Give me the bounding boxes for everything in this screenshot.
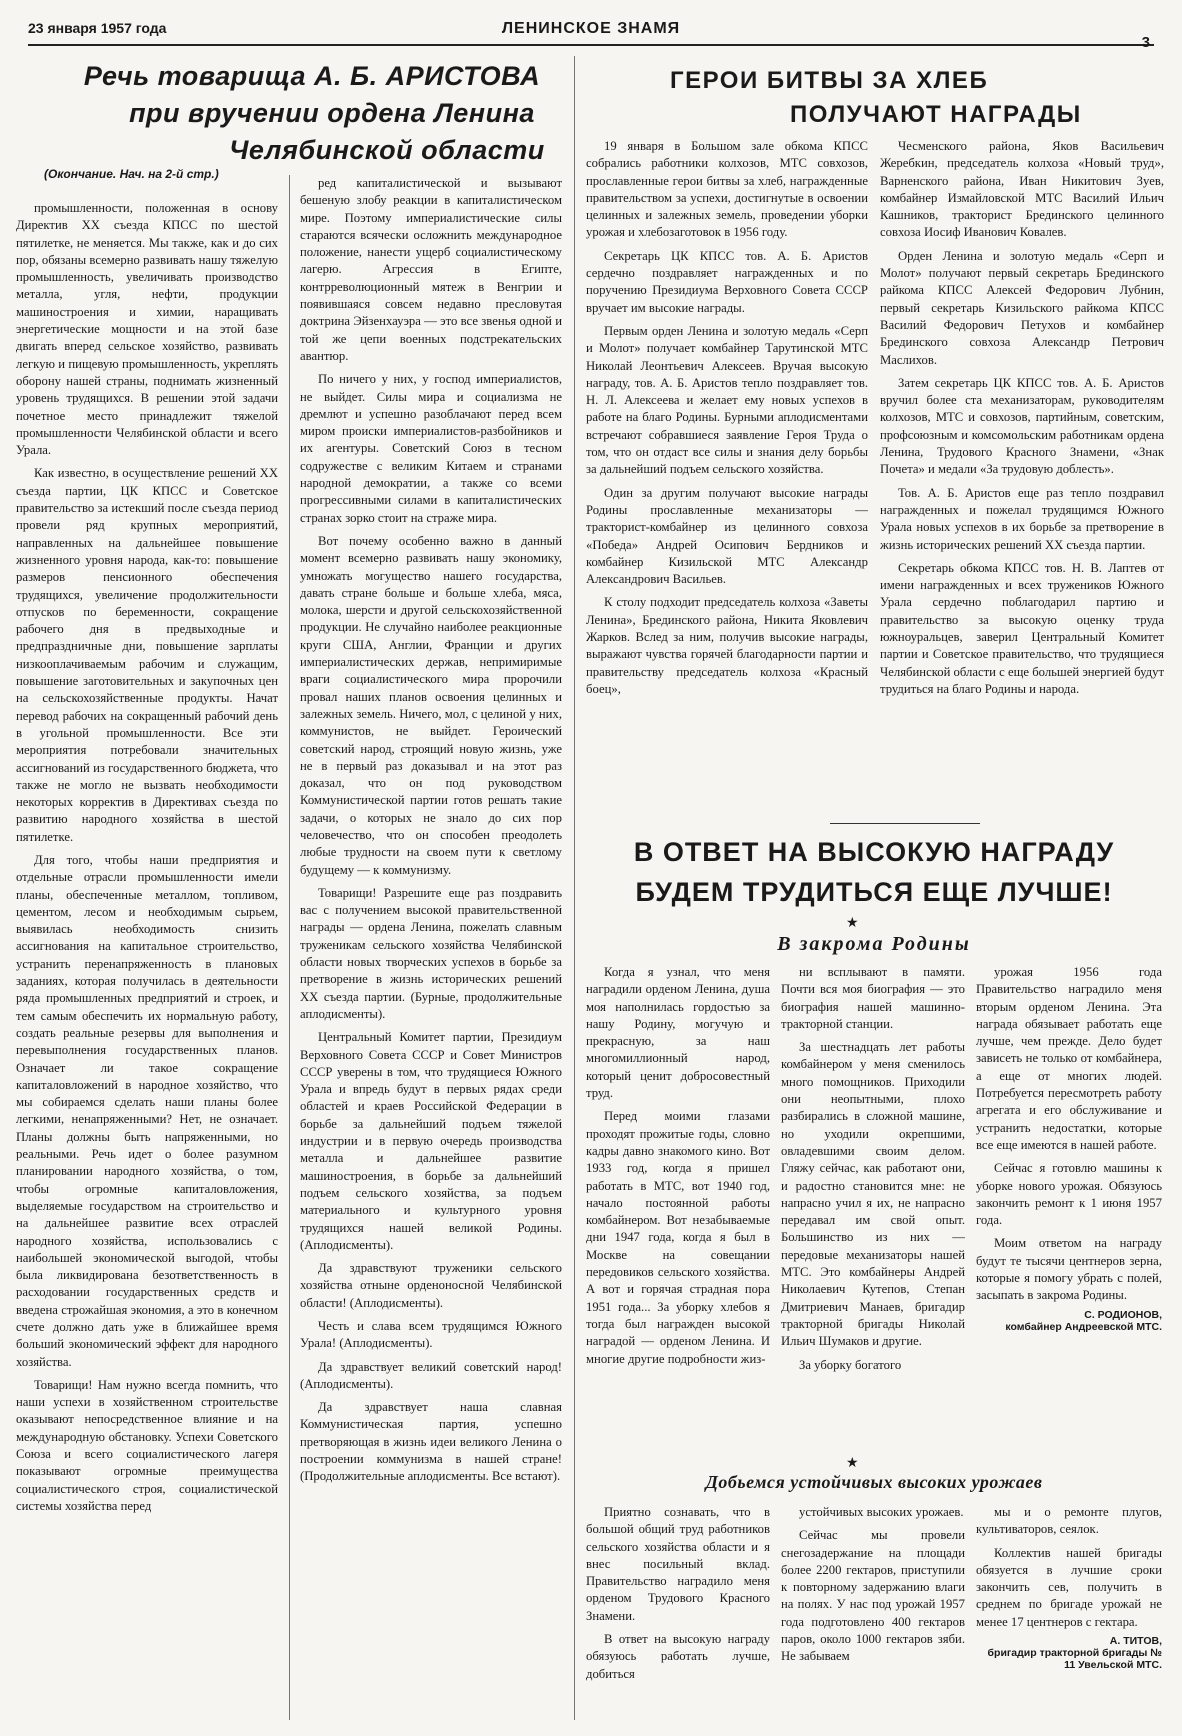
reply-title-line: БУДЕМ ТРУДИТЬСЯ ЕЩЕ ЛУЧШЕ! [635,877,1113,907]
page-number: 3 [1141,34,1150,51]
speech-title [52,58,572,169]
signature-name: С. РОДИОНОВ, [1084,1308,1162,1321]
signature-role: комбайнер Андреевской МТС. [1005,1320,1162,1333]
paragraph: К столу подходит председатель колхоза «Заветы Ленина», Брединского района, Никита Яковлевич Жарков. Вслед за ним, получив высокие награды, выражают чувства горячей благодарности партии и правительству председатель колхоза «Красный боец», [586,595,868,696]
paragraph: За шестнадцать лет работы комбайнером у меня сменилось много помощников. Приходили они неопытными, плохо разбирались в сложной машине, но уходили окрепшими, овладевшими своим делом. Гляжу сейчас, как работают они, и радостно становится мне: не напрасно учил я их, не напрасно передавал им свой опыт. Большинство из них — передовые механизаторы нашей МТС. Это комбайнеры Андрей Николаевич Кутепов, Степан Дмитриевич Манаев, бригадир тракторной бригады Николай Ильич Шумаков и другие. [781,1040,965,1349]
speech-title-line: Челябинской области [229,135,545,165]
paragraph: Вот почему особенно важно в данный момент всемерно развивать нашу экономику, умножать могущество нашего государства, давать стране больше и больше хлеба, мяса, молока, шерсти и другой сельскохозяйственной продукции. Не случайно наиболее реакционные круги США, Англии, Франции и других империалистических держав, непримиримые враги социалистического мира пророчили провал наших планов освоения целинных и залежных земель. Ничего, мол, с целиной у них, коммунистов, не выйдет. Героический советский народ, строящий новую жизнь, уже не в первый раз доказывал и на этот раз доказал, что он под руководством Коммунистической партии готов решать такие задачи, о которых не знало до сих пор человечество, что он способен преодолеть любые трудности на своем пути к светлому будущему — к коммунизму. [300,533,562,877]
speech-column-2 [300,175,562,1720]
speech-title-line: при вручении ордена Ленина [129,98,535,128]
article2-title: Добьемся устойчивых высоких урожаев [705,1472,1043,1492]
signature-name: А. ТИТОВ, [1109,1635,1162,1648]
paragraph: Да здравствует великий советский народ! (Аплодисменты). [300,1359,562,1391]
heroes-title-line: ГЕРОИ БИТВЫ ЗА ХЛЕБ [670,67,989,94]
paragraph: ни всплывают в памяти. Почти вся моя биография — это биография нашей машинно-тракторной станции. [781,965,965,1031]
speech-column-1 [16,200,278,1720]
paragraph: Честь и слава всем трудящимся Южного Урала! (Аплодисменты). [300,1319,562,1351]
paragraph: Сейчас мы провели снегозадержание на площади более 2200 гектаров, приступили к повторному задержанию влаги на полях. У нас под урожай 1957 года подготовлено 400 гектаров паров, около 1000 гектаров зяби. Не забываем [781,1528,965,1664]
reply-title [586,832,1162,912]
heroes-title [670,64,1150,132]
article1-column-3 [976,964,1162,1454]
section-rule [830,823,980,824]
continuation-note: (Окончание. Нач. на 2-й стр.) [44,167,219,181]
paragraph: Как известно, в осуществление решений XX съезда партии, ЦК КПСС и Советское правительство за истекший после съезда период провели ряд крупных мероприятий, направленных на дальнейшее повышение жизненного уровня народа, как-то: повышение размеров пенсионного обеспечения трудящихся, увеличение продолжительности отпусков по беременности, сокращение рабочего дня в предвыходные и предпраздничные дни, повышение зарплаты низкооплачиваемым рабочим и служащим, повышение заготовительных и закупочных цен на сельскохозяйственные продукты. Начат перевод рабочих на сокращенный рабочий день в угольной промышленности. Все эти мероприятия потребовали значительных ассигнований из государственного бюджета, что также не могло не вызвать необходимости некоторых корректив в Директивах съезда по развитию народного хозяйства в шестой пятилетке. [16,466,278,844]
paragraph: Сейчас я готовлю машины к уборке нового урожая. Обязуюсь закончить ремонт к 1 июня 1957 года. [976,1161,1162,1228]
paragraph: 19 января в Большом зале обкома КПСС собрались работники колхозов, МТС совхозов, прославленные герои битвы за хлеб, награжденные правительством за успехи, достигнутые в освоении целинных и залежных земель, проведении уборки урожая и хлебозаготовок в 1956 году. [586,139,868,240]
article1-column-2 [781,964,965,1454]
paragraph: Да здравствуют труженики сельского хозяйства отныне орденоносной Челябинской области! (Аплодисменты). [300,1261,562,1310]
paragraph: Товарищи! Разрешите еще раз поздравить вас с получением высокой правительственной награды — ордена Ленина, пожелать славным труженикам сельского хозяйства Челябинской области новых творческих успехов в борьбе за претворение в жизнь исторических решений XX съезда партии. (Бурные, продолжительные аплодисменты). [300,885,562,1021]
paragraph: По ничего у них, у господ империалистов, не выйдет. Силы мира и социализма не дремлют и успешно разоблачают перед всем миром происки империалистов-разбойников и их агентуры. Советский Союз в тесном содружестве с великим Китаем и странами народной демократии, а также со всеми прогрессивными силами в капиталистических странах зорко стоит на страже мира. [300,372,562,525]
speech-title-line: Речь товарища А. Б. АРИСТОВА [83,61,541,91]
paragraph: Орден Ленина и золотую медаль «Серп и Молот» получают первый секретарь Брединского райкома КПСС Алексей Федорович Лубнин, первый секретарь Кизильского райкома КПСС Василий Федорович Петухов и комбайнер Брединского совхоза Александр Петрович Маслихов. [880,248,1164,367]
paragraph: Когда я узнал, что меня наградили орденом Ленина, душа моя наполнилась гордостью за нашу Родину, могучую и прекрасную, за наш многомиллионный народ, который ценит добросовестный труд. [586,965,770,1101]
paragraph: мы и о ремонте плугов, культиваторов, сеялок. [976,1505,1162,1537]
paragraph: промышленности, положенная в основу Директив XX съезда КПСС по шестой пятилетке, не меняется. Мы также, как и до сих пор, обязаны всемерно развивать нашу тяжелую промышленность, увеличивать производство металла, угля, нефти, продукции машиностроения и химии, наращивать энергетические мощности и на этой базе двигать вперед сельское хозяйство, развивать легкую и пищевую промышленность, укреплять оборону нашей страны, поднимать жизненный уровень трудящихся. В решении этой задачи почетное место принадлежит тяжелой промышленности Челябинской области и всего Урала. [16,201,278,458]
paragraph: Первым орден Ленина и золотую медаль «Серп и Молот» получает комбайнер Тарутинской МТС Николай Леонтьевич Алексеев. Вручая высокую награду, тов. А. Б. Аристов тепло поздравляет тов. Н. Л. Алексеева и желает ему новых успехов в работе на благо Родины. Бурными аплодисментами встречают собравшиеся заявление Героя Труда о том, что он отдаст все силы и знания делу борьбы за дальнейший подъем сельского хозяйства. [586,323,868,477]
paragraph: В ответ на высокую награду обязуюсь работать лучше, добиться [586,1632,770,1681]
paragraph: Чесменского района, Яков Васильевич Жеребкин, председатель колхоза «Новый труд», Варненского района, Иван Никитович Зуев, комбайнер Измайловской МТС Василий Ильич Кашников, тракторист Брединского целинного совхоза Иосиф Иванович Ковалев. [880,139,1164,240]
paragraph: За уборку богатого [799,1357,902,1372]
section-divider [574,56,575,1720]
paragraph: ред капиталистической и вызывают бешеную злобу реакции в капиталистическом мире. Поэтому империалистические силы стараются всячески осложнить международное положение, нанести ущерб социалистическому лагерю. Агрессия в Египте, контрреволюционный мятеж в Венгрии и появившаяся совсем недавно пресловутая доктрина Эйзенхауэра — это все звенья одной и той же цепи военных подстрекательских авантюр. [300,176,562,363]
issue-date: 23 января 1957 года [28,20,167,36]
heroes-column-2 [880,138,1164,812]
article2-column-3 [976,1504,1162,1720]
reply-title-line: В ОТВЕТ НА ВЫСОКУЮ НАГРАДУ [633,837,1115,867]
paragraph: Для того, чтобы наши предприятия и отдельные отрасли промышленности имели планы, обеспеченные металлом, топливом, цементом, лесом и необходимым сырьем, выявилась необходимость снизить ассигнования на капитальное строительство, устранить перенапряженность в плановых заданиях, которая получилась в деятельности ряда промышленных предприятий и строек, и тем самым обеспечить их нормальную работу, создать реальные резервы для выполнения и перевыполнения государственных планов. Означает ли такое сокращение капиталовложений в народное хозяйство, что мы собираемся сделать наши планы более легкими, ненапряженными? Нет, не означает. Планы должны быть напряженными, но реальными. Речь идет о более разумном планировании народного хозяйства, о том, чтобы огромные капиталовложения, выделяемые государством на строительство и на дальнейшее развитие всех отраслей народного хозяйства, использовались с наибольшей экономической выгодой, чтобы была ликвидирована безответственность в расходовании государственных средств и введена строжайшая экономия, а это в конечном счете должно дать уже в ближайшее время больший экономический эффект для народного хозяйства. [16,852,278,1369]
column-divider [289,175,290,1720]
paragraph: Секретарь обкома КПСС тов. Н. В. Лаптев от имени награжденных и всех тружеников Южного Урала сердечно поблагодарил партию и правительство за высокую оценку труда южноуральцев, заверил Центральный Комитет партии и Советское правительство, что трудящиеся Челябинской области с еще большей энергией будут трудиться на благо Родины и народа. [880,560,1164,696]
article2-column-1 [586,1504,770,1720]
paragraph: Тов. А. Б. Аристов еще раз тепло поздравил награжденных и пожелал трудящимся Южного Урала новых успехов в их борьбе за претворение в жизнь исторических решений XX съезда партии. [880,485,1164,552]
article1-title: В закрома Родины [777,933,971,955]
paragraph: Секретарь ЦК КПСС тов. А. Б. Аристов сердечно поздравляет награжденных и по поручению Президиума Верховного Совета СССР вручает им высокие награды. [586,248,868,315]
paragraph: Один за другим получают высокие награды Родины прославленные механизаторы — тракторист-комбайнер из целинного совхоза «Победа» Андрей Осипович Бердников и комбайнер Кизильской МТС Александр Александрович Васильев. [586,485,868,587]
paragraph: Да здравствует наша славная Коммунистическая партия, успешно претворяющая в жизнь идеи великого Ленина о построении коммунизма в нашей стране! (Продолжительные аплодисменты. Все встают). [300,1400,562,1484]
paragraph: Товарищи! Нам нужно всегда помнить, что наши успехи в хозяйственном строительстве оказывают непосредственное влияние и на международную обстановку. Успехи Советского Союза и всего социалистического лагеря показывают огромные преимущества социалистического строя, социалистической системы хозяйства перед [16,1377,278,1513]
paragraph: Перед моими глазами проходят прожитые годы, словно кадры давно знакомого кино. Вот 1933 год, когда я пришел работать в МТС, вот 1940 год, начало постоянной работы комбайнером. Вот незабываемые дни 1947 года, когда я был в Москве на совещании передовиков сельского хозяйства. А вот и горячая страдная пора 1951 года... За уборку хлебов я тогда был награжден высокой наградой — орденом Ленина. И многие другие подробности жиз- [586,1109,770,1366]
newspaper-name: ЛЕНИНСКОЕ ЗНАМЯ [501,20,681,37]
heroes-column-1 [586,138,868,812]
paragraph: Центральный Комитет партии, Президиум Верховного Совета СССР и Совет Министров СССР уверены в том, что трудящиеся Южного Урала и впредь будут в первых рядах среди областей и краев Российской Федерации в борьбе за дальнейший подъем тяжелой индустрии и в первую очередь производства металла и дальнейшее развитие машиностроения, в борьбе за дальнейший подъем сельского хозяйства, за подъем материального и культурного уровня трудящихся нашей великой Родины. (Аплодисменты). [300,1030,562,1252]
paragraph: урожая 1956 года Правительство наградило меня вторым орденом Ленина. Эта награда обязывает работать еще лучше, чем прежде. Дело будет зависеть не только от комбайнера, а еще от многих людей. Потребуется пересмотреть работу агрегата и его обслуживание и устранить недостатки, которые все еще имеются в нашей работе. [976,965,1162,1152]
paragraph: устойчивых высоких урожаев. [799,1505,964,1519]
article2-column-2 [781,1504,965,1720]
page-header [28,14,1154,51]
paragraph: Моим ответом на награду будут те тысячи центнеров зерна, которые я помогу убрать с полей, засыпать в закрома Родины. [976,1236,1162,1303]
paragraph: Затем секретарь ЦК КПСС тов. А. Б. Аристов вручил более ста механизаторам, руководителям колхозов, МТС и совхозов, партийным, советским, профсоюзным и комсомольским работникам ордена Ленина, Трудового Красного Знамени, «Знак Почета» и медали «За трудовую доблесть». [880,375,1164,477]
paragraph: Коллектив нашей бригады обязуется в лучшие сроки закончить сев, получить в среднем по бригаде урожай не менее 17 центнеров с гектара. [976,1545,1162,1629]
star-icon: ★ [846,916,859,931]
signature-role: бригадир тракторной бригады № 11 Увельской МТС. [987,1647,1162,1672]
heroes-title-line: ПОЛУЧАЮТ НАГРАДЫ [790,101,1082,128]
article1-column-1 [586,964,770,1454]
paragraph: Приятно сознавать, что в большой общий труд работников сельского хозяйства области и я внес посильный вклад. Правительство наградило меня орденом Трудового Красного Знамени. [586,1505,770,1623]
star-icon: ★ [846,1456,859,1471]
